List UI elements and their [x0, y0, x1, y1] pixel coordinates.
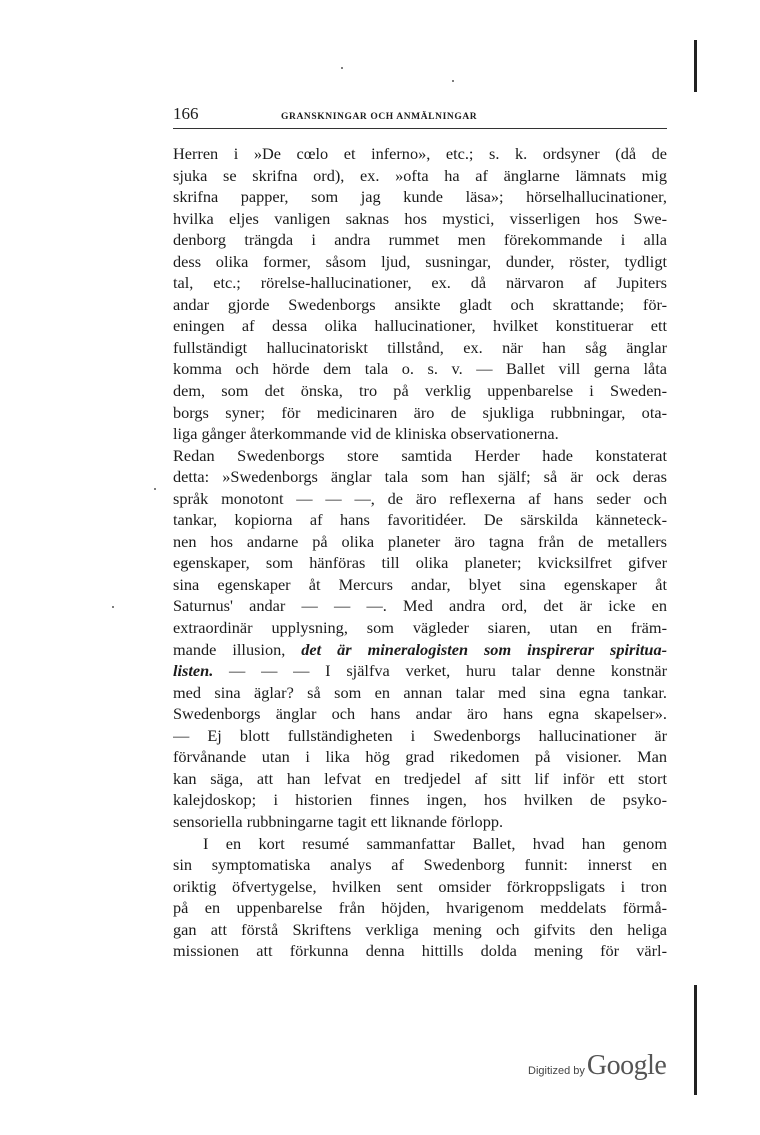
- text-line: sin symptomatiska analys af Swedenborg funnit: innerst en: [173, 855, 667, 875]
- text-line: språk monotont — — —, de äro reflexerna af hans seder och: [173, 488, 667, 508]
- scan-speck: [452, 80, 454, 82]
- text-segment: mande illusion,: [173, 639, 286, 659]
- text-line-mixed: [173, 639, 667, 661]
- italic-quote: listen.: [173, 661, 214, 681]
- text-line-mixed: [173, 660, 667, 682]
- text-line: liga gånger återkommande vid de kliniska observationerna.: [173, 424, 559, 444]
- text-line: kan säga, att han lefvat en tredjedel af sitt lif inför ett stort: [173, 768, 667, 788]
- text-line: egenskaper, som hänföras till olika planeter; kvicksilfret gifver: [173, 553, 667, 573]
- text-line: skrifna papper, som jag kunde läsa»; hörselhallucinationer,: [173, 187, 667, 207]
- italic-quote: det är mineralogisten som inspirerar spiritua-: [301, 639, 667, 659]
- text-line: extraordinär upplysning, som vägleder siaren, utan en främ-: [173, 618, 667, 638]
- text-line: dem, som det önska, tro på verklig uppenbarelse i Sweden-: [173, 381, 667, 401]
- scan-edge-line-top: [694, 40, 697, 92]
- header-rule: [173, 128, 667, 129]
- text-line: fullständigt hallucinatoriskt tillstånd, ex. när han såg änglar: [173, 337, 667, 357]
- scan-speck: [341, 67, 343, 69]
- text-line: kalejdoskop; i historien finnes ingen, hos hvilken de psyko-: [173, 790, 667, 810]
- text-line: dess olika former, såsom ljud, susningar, dunder, röster, tydligt: [173, 251, 667, 271]
- scan-speck: [154, 488, 156, 490]
- text-line: Herren i »De cœlo et inferno», etc.; s. k. ordsyner (då de: [173, 144, 667, 163]
- text-line: gan att förstå Skriftens verkliga mening och gifvits den heliga: [173, 919, 667, 939]
- text-line: Saturnus' andar — — —. Med andra ord, det är icke en: [173, 596, 667, 616]
- text-line: — Ej blott fullständigheten i Swedenborgs hallucinationer är: [173, 725, 667, 745]
- text-line: tal, etc.; rörelse-hallucinationer, ex. då närvaron af Jupiters: [173, 273, 667, 293]
- text-line: denborg trängda i andra rummet men förekommande i alla: [173, 230, 667, 250]
- text-line: på en uppenbarelse från höjden, hvarigenom meddelats förmå-: [173, 898, 667, 918]
- page-number: 166: [173, 104, 199, 123]
- text-line: Swedenborgs änglar och hans andar äro hans egna skapelser».: [173, 704, 667, 724]
- body-text: [173, 143, 667, 962]
- text-line: borgs syner; för medicinaren äro de sjukliga rubbningar, ota-: [173, 402, 667, 422]
- text-line: I en kort resumé sammanfattar Ballet, hvad han genom: [203, 833, 667, 853]
- google-logo: Google: [586, 1050, 667, 1081]
- text-line: nen hos andarne på olika planeter äro tagna från de metallers: [173, 531, 667, 551]
- text-line: Redan Swedenborgs store samtida Herder hade konstaterat: [173, 445, 667, 465]
- digitized-watermark: [528, 1050, 666, 1082]
- text-line: tankar, kopiorna af hans favoritidéer. De särskilda känneteck-: [173, 510, 667, 530]
- text-segment: — — — I själfva verket, huru talar denne konstnär: [229, 661, 667, 681]
- text-line: komma och hörde dem tala o. s. v. — Ballet vill gerna låta: [173, 359, 667, 379]
- page-header: [173, 104, 667, 126]
- text-line: förvånande utan i lika hög grad rikedomen på visioner. Man: [173, 747, 667, 767]
- text-line: sina egenskaper åt Mercurs andar, blyet sina egenskaper åt: [173, 574, 667, 594]
- text-line: andar gjorde Swedenborgs ansikte gladt och skrattande; för-: [173, 294, 667, 314]
- watermark-prefix: Digitized by: [528, 1065, 585, 1077]
- text-line: detta: »Swedenborgs änglar tala som han själf; så är ock deras: [173, 467, 667, 487]
- text-line: hvilka eljes vanligen saknas hos mystici, visserligen hos Swe-: [173, 208, 667, 228]
- text-line: med sina äglar? så som en annan talar med sina egna tankar.: [173, 682, 667, 702]
- text-line: eningen af dessa olika hallucinationer, hvilket konstituerar ett: [173, 316, 667, 336]
- text-line: missionen att förkunna denna hittills dolda mening för värl-: [173, 941, 667, 961]
- text-line: sensoriella rubbningarne tagit ett liknande förlopp.: [173, 811, 504, 831]
- text-line: oriktig öfvertygelse, hvilken sent omsider förkroppsligats i tron: [173, 876, 667, 896]
- scan-speck: [112, 606, 114, 608]
- running-head: GRANSKNINGAR OCH ANMÄLNINGAR: [281, 112, 478, 122]
- scan-edge-line-bottom: [694, 985, 697, 1095]
- text-line: sjuka se skrifna ord), ex. »ofta ha af änglarne lämnats mig: [173, 165, 667, 185]
